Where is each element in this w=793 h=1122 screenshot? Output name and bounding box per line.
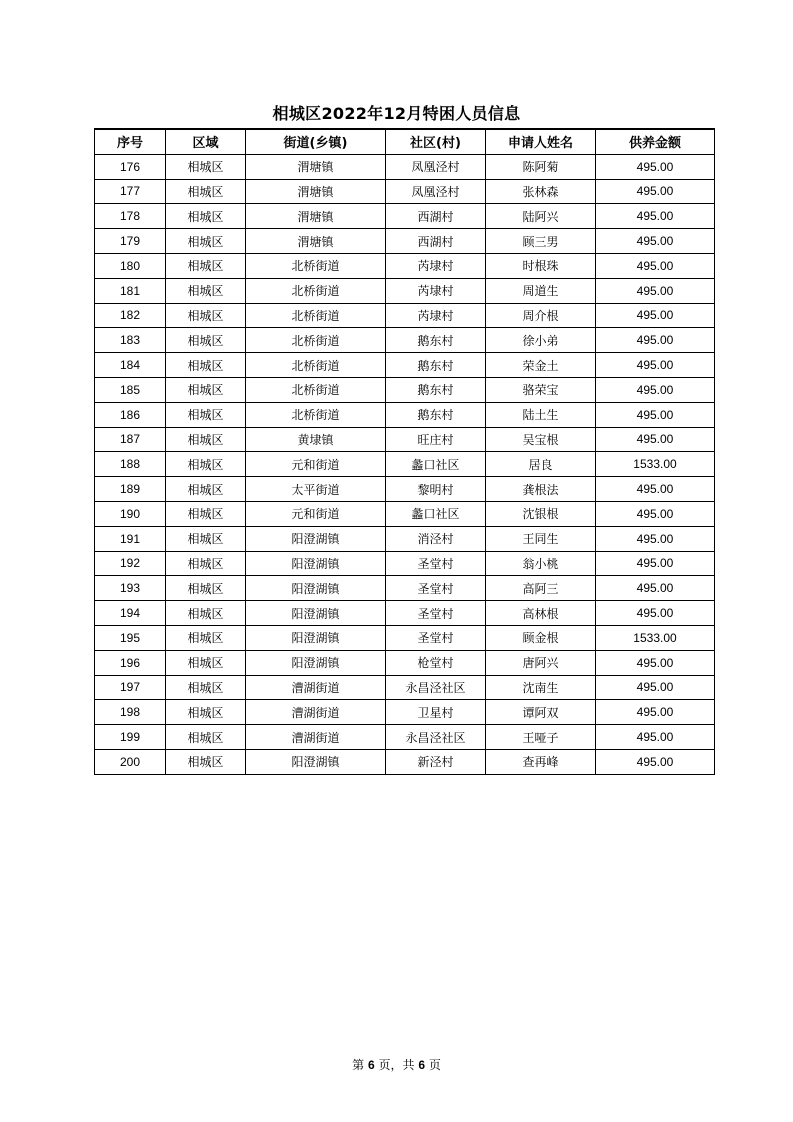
cell-region: 相城区 — [166, 625, 246, 650]
cell-region: 相城区 — [166, 377, 246, 402]
table-row — [95, 675, 715, 700]
cell-street: 北桥街道 — [246, 278, 386, 303]
cell-amount: 495.00 — [596, 700, 715, 725]
table-row — [95, 377, 715, 402]
table-row — [95, 278, 715, 303]
cell-serial: 185 — [95, 377, 166, 402]
table-row — [95, 204, 715, 229]
cell-applicant: 龚根法 — [486, 477, 596, 502]
cell-street: 元和街道 — [246, 452, 386, 477]
cell-serial: 190 — [95, 501, 166, 526]
page-footer — [0, 1057, 793, 1073]
header-amount: 供养金额 — [596, 129, 715, 154]
cell-street: 漕湖街道 — [246, 700, 386, 725]
cell-community: 枪堂村 — [386, 650, 486, 675]
table-row — [95, 749, 715, 774]
cell-street: 北桥街道 — [246, 328, 386, 353]
cell-street: 阳澄湖镇 — [246, 625, 386, 650]
cell-region: 相城区 — [166, 601, 246, 626]
cell-applicant: 顾三男 — [486, 229, 596, 254]
cell-serial: 196 — [95, 650, 166, 675]
header-community: 社区(村) — [386, 129, 486, 154]
table-row — [95, 229, 715, 254]
cell-community: 新泾村 — [386, 749, 486, 774]
cell-amount: 495.00 — [596, 353, 715, 378]
cell-community: 凤凰泾村 — [386, 179, 486, 204]
cell-community: 消泾村 — [386, 526, 486, 551]
table-row — [95, 501, 715, 526]
cell-amount: 495.00 — [596, 427, 715, 452]
cell-serial: 200 — [95, 749, 166, 774]
cell-amount: 1533.00 — [596, 452, 715, 477]
cell-amount: 495.00 — [596, 253, 715, 278]
cell-community: 旺庄村 — [386, 427, 486, 452]
cell-region: 相城区 — [166, 229, 246, 254]
cell-serial: 181 — [95, 278, 166, 303]
cell-street: 阳澄湖镇 — [246, 551, 386, 576]
footer-middle: 页，共 — [378, 1058, 415, 1072]
cell-amount: 495.00 — [596, 749, 715, 774]
cell-region: 相城区 — [166, 749, 246, 774]
cell-region: 相城区 — [166, 179, 246, 204]
cell-amount: 495.00 — [596, 179, 715, 204]
cell-street: 漕湖街道 — [246, 675, 386, 700]
cell-street: 漕湖街道 — [246, 725, 386, 750]
cell-applicant: 顾金根 — [486, 625, 596, 650]
cell-region: 相城区 — [166, 402, 246, 427]
cell-serial: 187 — [95, 427, 166, 452]
cell-serial: 178 — [95, 204, 166, 229]
cell-region: 相城区 — [166, 278, 246, 303]
cell-street: 阳澄湖镇 — [246, 650, 386, 675]
cell-amount: 495.00 — [596, 402, 715, 427]
cell-region: 相城区 — [166, 303, 246, 328]
header-street: 街道(乡镇) — [246, 129, 386, 154]
header-row — [95, 129, 715, 154]
cell-amount: 495.00 — [596, 204, 715, 229]
page-title: 相城区2022年12月特困人员信息 — [272, 104, 521, 123]
cell-serial: 199 — [95, 725, 166, 750]
table-row — [95, 576, 715, 601]
cell-amount: 495.00 — [596, 377, 715, 402]
cell-community: 圣堂村 — [386, 551, 486, 576]
cell-region: 相城区 — [166, 650, 246, 675]
cell-community: 蠡口社区 — [386, 452, 486, 477]
cell-applicant: 唐阿兴 — [486, 650, 596, 675]
cell-community: 圣堂村 — [386, 625, 486, 650]
cell-street: 渭塘镇 — [246, 229, 386, 254]
cell-amount: 495.00 — [596, 576, 715, 601]
cell-street: 北桥街道 — [246, 253, 386, 278]
header-serial: 序号 — [95, 129, 166, 154]
cell-street: 阳澄湖镇 — [246, 526, 386, 551]
cell-serial: 179 — [95, 229, 166, 254]
cell-community: 黎明村 — [386, 477, 486, 502]
cell-applicant: 沈南生 — [486, 675, 596, 700]
cell-applicant: 荣金土 — [486, 353, 596, 378]
cell-applicant: 查再峰 — [486, 749, 596, 774]
cell-street: 元和街道 — [246, 501, 386, 526]
table-row — [95, 725, 715, 750]
cell-community: 鹅东村 — [386, 353, 486, 378]
cell-amount: 495.00 — [596, 154, 715, 179]
cell-amount: 495.00 — [596, 477, 715, 502]
cell-serial: 194 — [95, 601, 166, 626]
cell-region: 相城区 — [166, 427, 246, 452]
table-row — [95, 353, 715, 378]
table-row — [95, 625, 715, 650]
cell-serial: 192 — [95, 551, 166, 576]
cell-serial: 177 — [95, 179, 166, 204]
cell-serial: 195 — [95, 625, 166, 650]
cell-region: 相城区 — [166, 353, 246, 378]
table-body — [95, 154, 715, 774]
cell-community: 芮埭村 — [386, 253, 486, 278]
cell-community: 圣堂村 — [386, 601, 486, 626]
cell-region: 相城区 — [166, 700, 246, 725]
cell-region: 相城区 — [166, 477, 246, 502]
cell-serial: 186 — [95, 402, 166, 427]
cell-applicant: 谭阿双 — [486, 700, 596, 725]
cell-serial: 197 — [95, 675, 166, 700]
cell-amount: 495.00 — [596, 551, 715, 576]
table-row — [95, 526, 715, 551]
cell-amount: 495.00 — [596, 650, 715, 675]
table-row — [95, 179, 715, 204]
cell-amount: 495.00 — [596, 303, 715, 328]
cell-region: 相城区 — [166, 154, 246, 179]
footer-total-pages: 6 — [418, 1058, 426, 1072]
cell-amount: 495.00 — [596, 229, 715, 254]
cell-community: 圣堂村 — [386, 576, 486, 601]
cell-amount: 1533.00 — [596, 625, 715, 650]
table-row — [95, 328, 715, 353]
table-row — [95, 551, 715, 576]
cell-street: 渭塘镇 — [246, 154, 386, 179]
table-row — [95, 253, 715, 278]
cell-applicant: 王同生 — [486, 526, 596, 551]
footer-prefix: 第 — [352, 1058, 365, 1072]
cell-region: 相城区 — [166, 551, 246, 576]
cell-region: 相城区 — [166, 204, 246, 229]
cell-serial: 191 — [95, 526, 166, 551]
cell-community: 永昌泾社区 — [386, 675, 486, 700]
header-applicant: 申请人姓名 — [486, 129, 596, 154]
cell-applicant: 沈银根 — [486, 501, 596, 526]
cell-region: 相城区 — [166, 725, 246, 750]
cell-community: 芮埭村 — [386, 278, 486, 303]
cell-applicant: 居良 — [486, 452, 596, 477]
cell-street: 阳澄湖镇 — [246, 749, 386, 774]
cell-region: 相城区 — [166, 501, 246, 526]
cell-applicant: 吴宝根 — [486, 427, 596, 452]
cell-community: 永昌泾社区 — [386, 725, 486, 750]
cell-region: 相城区 — [166, 452, 246, 477]
cell-applicant: 王哑子 — [486, 725, 596, 750]
cell-community: 西湖村 — [386, 204, 486, 229]
cell-applicant: 骆荣宝 — [486, 377, 596, 402]
table-row — [95, 427, 715, 452]
cell-community: 蠡口社区 — [386, 501, 486, 526]
cell-community: 鹅东村 — [386, 377, 486, 402]
footer-current-page: 6 — [367, 1058, 375, 1072]
cell-applicant: 时根珠 — [486, 253, 596, 278]
cell-street: 黄埭镇 — [246, 427, 386, 452]
cell-region: 相城区 — [166, 328, 246, 353]
cell-community: 卫星村 — [386, 700, 486, 725]
table-row — [95, 452, 715, 477]
cell-street: 太平街道 — [246, 477, 386, 502]
cell-applicant: 高林根 — [486, 601, 596, 626]
cell-region: 相城区 — [166, 576, 246, 601]
cell-community: 鹅东村 — [386, 328, 486, 353]
cell-street: 北桥街道 — [246, 377, 386, 402]
cell-serial: 176 — [95, 154, 166, 179]
cell-applicant: 高阿三 — [486, 576, 596, 601]
table-row — [95, 601, 715, 626]
table-row — [95, 402, 715, 427]
cell-street: 阳澄湖镇 — [246, 576, 386, 601]
cell-serial: 188 — [95, 452, 166, 477]
cell-street: 渭塘镇 — [246, 179, 386, 204]
cell-amount: 495.00 — [596, 601, 715, 626]
cell-community: 鹅东村 — [386, 402, 486, 427]
cell-region: 相城区 — [166, 675, 246, 700]
cell-serial: 184 — [95, 353, 166, 378]
cell-region: 相城区 — [166, 526, 246, 551]
table-row — [95, 477, 715, 502]
cell-applicant: 周道生 — [486, 278, 596, 303]
cell-applicant: 张林森 — [486, 179, 596, 204]
table-row — [95, 700, 715, 725]
data-table — [94, 128, 715, 775]
cell-community: 西湖村 — [386, 229, 486, 254]
cell-community: 芮埭村 — [386, 303, 486, 328]
cell-serial: 183 — [95, 328, 166, 353]
cell-applicant: 陆阿兴 — [486, 204, 596, 229]
cell-applicant: 陈阿菊 — [486, 154, 596, 179]
cell-street: 北桥街道 — [246, 353, 386, 378]
cell-serial: 198 — [95, 700, 166, 725]
table-row — [95, 650, 715, 675]
cell-amount: 495.00 — [596, 526, 715, 551]
cell-amount: 495.00 — [596, 328, 715, 353]
cell-serial: 180 — [95, 253, 166, 278]
table-row — [95, 303, 715, 328]
cell-amount: 495.00 — [596, 725, 715, 750]
cell-street: 阳澄湖镇 — [246, 601, 386, 626]
cell-amount: 495.00 — [596, 501, 715, 526]
cell-street: 北桥街道 — [246, 402, 386, 427]
cell-amount: 495.00 — [596, 675, 715, 700]
header-region: 区域 — [166, 129, 246, 154]
footer-suffix: 页 — [428, 1058, 441, 1072]
cell-region: 相城区 — [166, 253, 246, 278]
cell-serial: 193 — [95, 576, 166, 601]
table-header — [95, 129, 715, 154]
cell-street: 渭塘镇 — [246, 204, 386, 229]
cell-amount: 495.00 — [596, 278, 715, 303]
cell-applicant: 周介根 — [486, 303, 596, 328]
cell-community: 凤凰泾村 — [386, 154, 486, 179]
cell-applicant: 翁小桃 — [486, 551, 596, 576]
cell-street: 北桥街道 — [246, 303, 386, 328]
cell-serial: 182 — [95, 303, 166, 328]
cell-applicant: 徐小弟 — [486, 328, 596, 353]
cell-applicant: 陆土生 — [486, 402, 596, 427]
cell-serial: 189 — [95, 477, 166, 502]
table-row — [95, 154, 715, 179]
